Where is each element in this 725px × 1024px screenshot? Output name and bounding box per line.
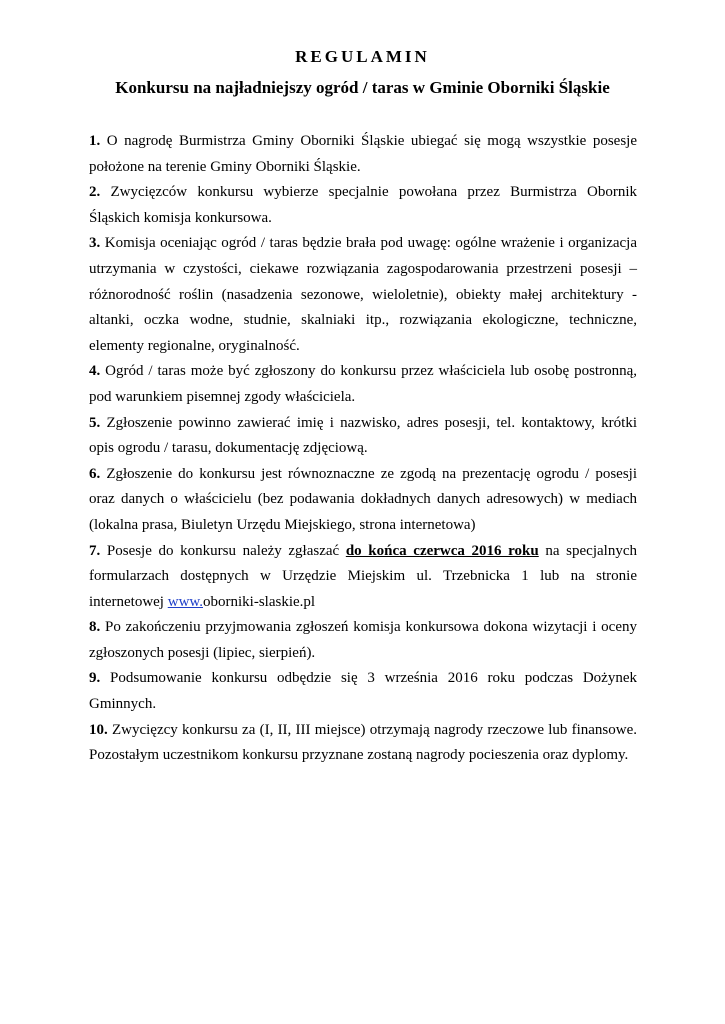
rule-text: na specjalnych formularzach dostępnych w Urzędzie Miejskim ul. Trzebnicka 1 lub na stronie internetowej xyxy=(89,542,637,610)
rule-text: Zgłoszenie powinno zawierać imię i nazwisko, adres posesji, tel. kontaktowy, krótki opis ogrodu / tarasu, dokumentację zdjęciową. xyxy=(89,414,637,457)
deadline-date: do końca czerwca 2016 roku xyxy=(345,542,539,559)
rule-text: Komisja oceniając ogród / taras będzie brała pod uwagę: ogólne wrażenie i organizacja utrzymania w czystości, ciekawe rozwiązania zagospodarowania przestrzeni posesji – różnorodność roślin (nasadzenia sezonowe, wieloletnie), obiekty małej architektury - altanki, oczka wodne, studnie, skalniaki itp., rozwiązania ekologiczne, techniczne, elementy regionalne, oryginalność. xyxy=(89,235,637,354)
rule-text: Ogród / taras może być zgłoszony do konkursu przez właściciela lub osobę postronną, pod warunkiem pisemnej zgody właściciela. xyxy=(89,363,637,405)
rule-number: 5. xyxy=(89,414,101,431)
rule-paragraph-9 xyxy=(89,666,637,717)
rule-number: 3. xyxy=(89,235,101,252)
rule-text: Podsumowanie konkursu odbędzie się 3 września 2016 roku podczas Dożynek Gminnych. xyxy=(89,670,637,713)
rule-paragraph-7 xyxy=(89,539,637,616)
website-link[interactable]: www. xyxy=(167,593,204,610)
rule-number: 1. xyxy=(89,133,101,149)
rule-text: Zwycięzcy konkursu za (I, II, III miejsce) otrzymają nagrody rzeczowe lub finansowe. Pozostałym uczestnikom konkursu przyznane zostaną nagrody pocieszenia oraz dyplomy. xyxy=(89,721,637,764)
rule-number: 9. xyxy=(89,670,101,687)
rule-text: Zgłoszenie do konkursu jest równoznaczne ze zgodą na prezentację ogrodu / posesji oraz danych o właścicielu (bez podawania dokładnych danych adresowych) w mediach (lokalna prasa, Biuletyn Urzędu Miejskiego, strona internetowa) xyxy=(89,465,637,533)
rule-number: 2. xyxy=(89,184,101,201)
rule-paragraph-3 xyxy=(89,231,637,359)
rule-text: O nagrodę Burmistrza Gminy Oborniki Śląskie ubiegać się mogą wszystkie posesje położone na terenie Gminy Oborniki Śląskie. xyxy=(89,133,637,175)
rule-paragraph-2 xyxy=(89,180,637,231)
rule-paragraph-1 xyxy=(89,129,637,180)
rule-paragraph-8 xyxy=(89,615,637,666)
rule-text: Zwycięzców konkursu wybierze specjalnie powołana przez Burmistrza Obornik Śląskich komisja konkursowa. xyxy=(89,184,637,226)
rule-paragraph-10 xyxy=(89,718,637,769)
rule-number: 6. xyxy=(89,465,101,482)
rule-number: 7. xyxy=(89,542,101,559)
rule-paragraph-4 xyxy=(89,359,637,410)
rules-body xyxy=(89,129,637,769)
rule-number: 10. xyxy=(89,721,108,738)
rule-number: 4. xyxy=(89,363,101,380)
rule-paragraph-5 xyxy=(89,411,637,462)
rule-number: 8. xyxy=(89,619,101,636)
rule-paragraph-6 xyxy=(89,462,637,539)
document-title: REGULAMIN xyxy=(295,47,430,66)
website-domain: oborniki-slaskie.pl xyxy=(203,593,316,610)
rule-text: Posesje do konkursu należy zgłaszać xyxy=(100,542,346,559)
document-subtitle: Konkursu na najładniejszy ogród / taras w Gminie Oborniki Śląskie xyxy=(115,78,610,97)
rule-text: Po zakończeniu przyjmowania zgłoszeń komisja konkursowa dokona wizytacji i oceny zgłoszonych posesji (lipiec, sierpień). xyxy=(89,619,637,661)
